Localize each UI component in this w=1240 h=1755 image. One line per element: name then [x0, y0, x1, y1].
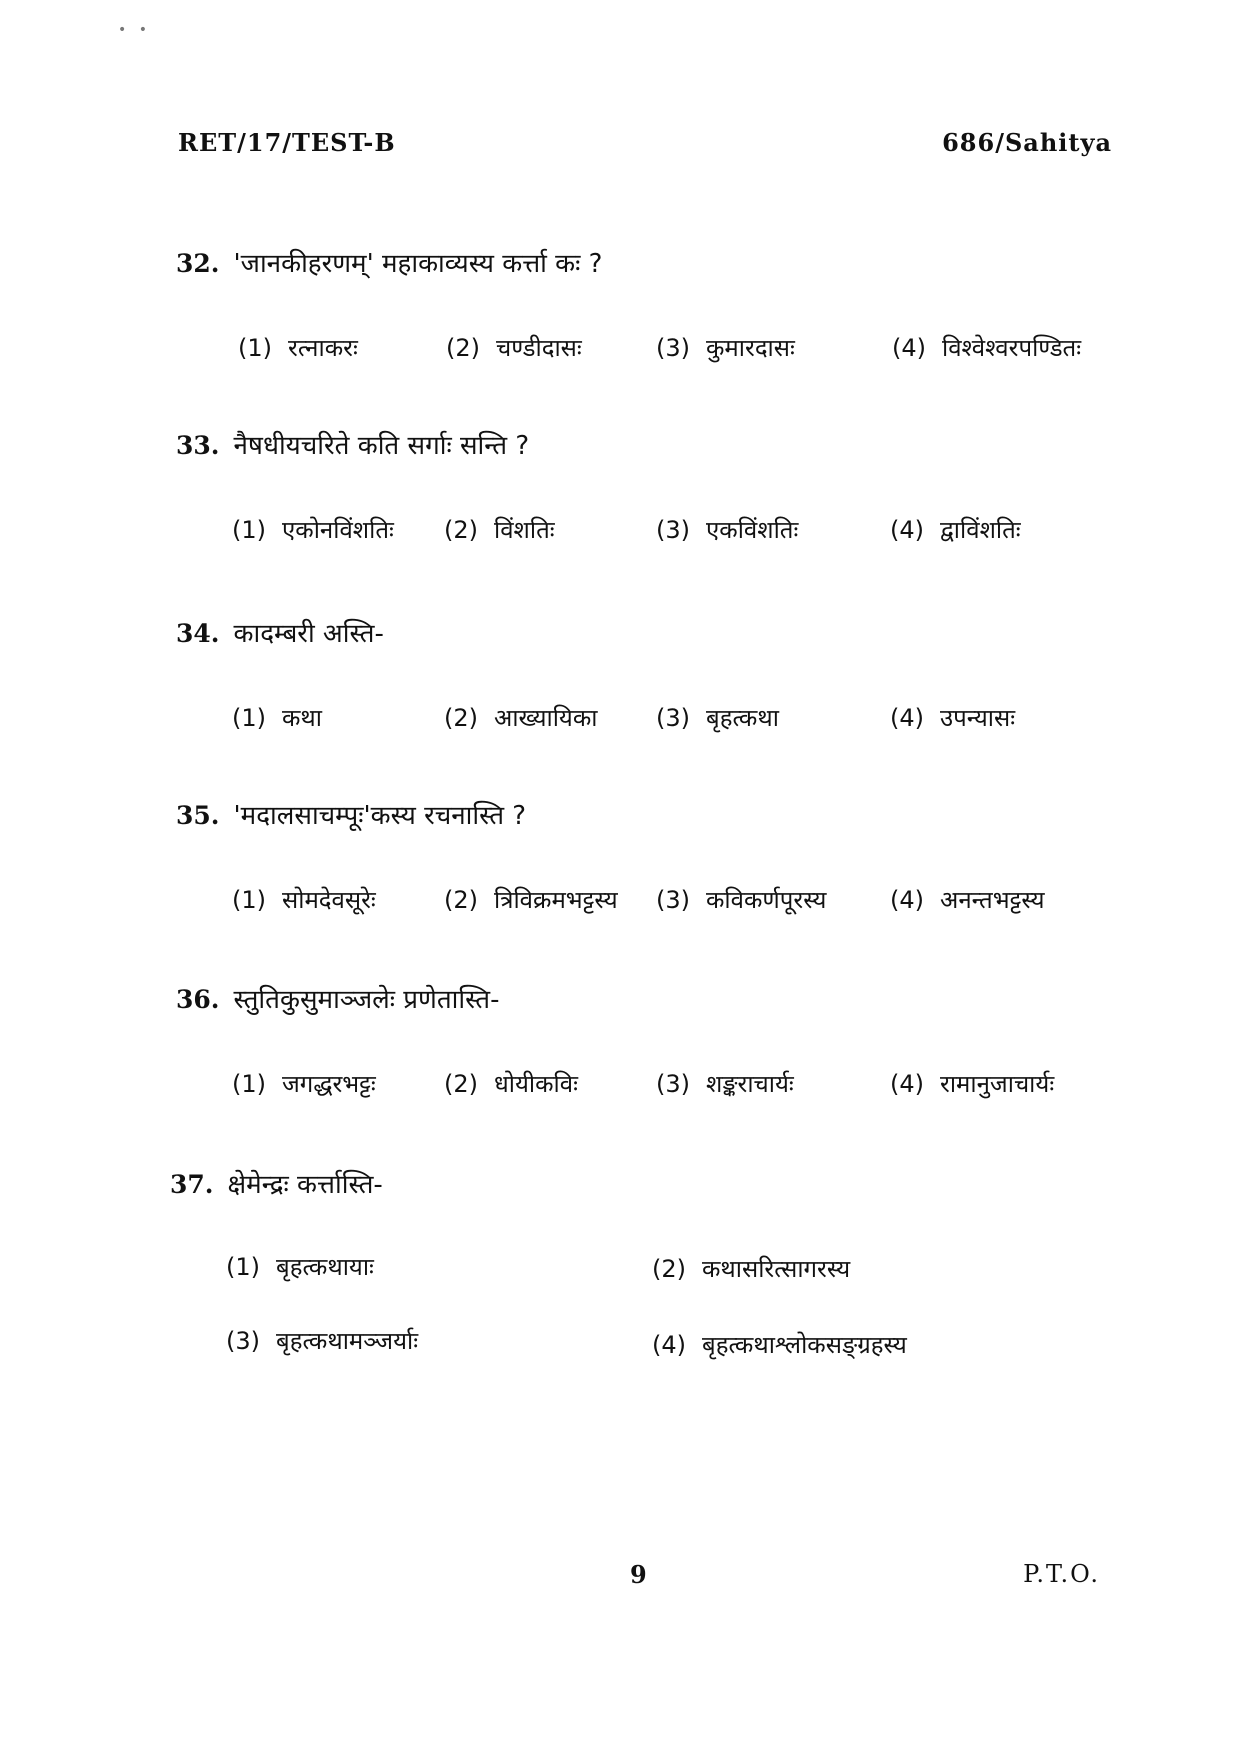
option-text: कथासरित्सागरस्य [702, 1255, 851, 1283]
question-32 [176, 244, 1116, 404]
option-text: बृहत्कथा [706, 704, 779, 732]
option-1 [232, 882, 376, 918]
option-number: (2) [444, 1070, 478, 1098]
option-text: विंशतिः [494, 516, 555, 544]
option-number: (4) [652, 1331, 686, 1359]
question-line [176, 426, 529, 466]
question-number: 34. [176, 619, 220, 648]
option-text: कविकर्णपूरस्य [706, 886, 827, 914]
question-number: 33. [176, 431, 220, 460]
option-text: आख्यायिका [494, 704, 598, 732]
paper-code: 686/Sahitya [942, 128, 1112, 157]
option-number: (2) [652, 1255, 686, 1283]
question-number: 32. [176, 249, 220, 278]
question-36 [176, 980, 1116, 1140]
option-text: उपन्यासः [940, 704, 1016, 732]
option-4 [890, 882, 1045, 918]
option-4 [652, 1327, 907, 1363]
question-line [176, 614, 384, 654]
option-number: (4) [890, 516, 924, 544]
option-text: अनन्तभट्टस्य [940, 886, 1045, 914]
option-number: (4) [890, 886, 924, 914]
option-text: सोमदेवसूरेः [282, 886, 376, 914]
option-1 [232, 700, 322, 736]
option-text: बृहत्कथायाः [276, 1253, 374, 1281]
question-33 [176, 426, 1116, 586]
option-text: बृहत्कथाश्लोकसङ्ग्रहस्य [702, 1331, 907, 1359]
option-number: (1) [238, 334, 272, 362]
question-line [176, 244, 602, 284]
pto-label: P.T.O. [1023, 1560, 1100, 1588]
page-number: 9 [630, 1560, 647, 1589]
option-number: (3) [656, 334, 690, 362]
question-text: कादम्बरी अस्ति- [233, 619, 384, 649]
option-2 [444, 1066, 578, 1102]
option-text: एकविंशतिः [706, 516, 799, 544]
option-3 [656, 700, 779, 736]
corner-mark: • • [118, 22, 151, 38]
option-3 [226, 1323, 418, 1359]
option-text: कथा [282, 704, 322, 732]
option-1 [232, 1066, 376, 1102]
question-34 [176, 614, 1116, 774]
option-text: चण्डीदासः [496, 334, 582, 362]
option-number: (2) [444, 704, 478, 732]
question-35 [176, 796, 1116, 956]
option-number: (4) [890, 1070, 924, 1098]
option-1 [232, 512, 394, 548]
option-2 [446, 330, 582, 366]
question-line [176, 980, 499, 1020]
option-number: (4) [890, 704, 924, 732]
option-text: कुमारदासः [706, 334, 795, 362]
option-4 [892, 330, 1081, 366]
option-text: धोयीकविः [494, 1070, 578, 1098]
question-line [176, 796, 526, 836]
option-3 [656, 1066, 794, 1102]
question-number: 35. [176, 801, 220, 830]
option-text: जगद्धरभट्टः [282, 1070, 376, 1098]
option-text: त्रिविक्रमभट्टस्य [494, 886, 618, 914]
option-3 [656, 330, 795, 366]
option-text: बृहत्कथामञ्जर्याः [276, 1327, 419, 1355]
option-number: (4) [892, 334, 926, 362]
question-number: 36. [176, 985, 220, 1014]
option-text: शङ्कराचार्यः [706, 1070, 794, 1098]
question-number: 37. [170, 1170, 214, 1199]
option-number: (1) [232, 704, 266, 732]
question-text: नैषधीयचरिते कति सर्गाः सन्ति ? [233, 431, 530, 461]
option-number: (3) [656, 886, 690, 914]
question-text: 'मदालसाचम्पूः'कस्य रचनास्ति ? [233, 801, 527, 831]
option-1 [226, 1249, 374, 1285]
exam-code: RET/17/TEST-B [178, 128, 396, 157]
option-1 [238, 330, 358, 366]
option-4 [890, 512, 1021, 548]
option-text: रामानुजाचार्यः [940, 1070, 1055, 1098]
option-number: (1) [232, 886, 266, 914]
option-2 [444, 512, 555, 548]
question-line [170, 1165, 383, 1205]
option-number: (3) [656, 704, 690, 732]
question-text: क्षेमेन्द्रः कर्त्तास्ति- [227, 1170, 383, 1200]
option-2 [444, 882, 618, 918]
option-text: रत्नाकरः [288, 334, 358, 362]
option-3 [656, 512, 798, 548]
option-number: (2) [444, 516, 478, 544]
option-4 [890, 700, 1015, 736]
question-text: स्तुतिकुसुमाञ्जलेः प्रणेतास्ति- [233, 985, 500, 1015]
option-4 [890, 1066, 1054, 1102]
option-text: द्वाविंशतिः [940, 516, 1021, 544]
option-number: (1) [232, 516, 266, 544]
option-2 [652, 1251, 850, 1287]
option-number: (2) [446, 334, 480, 362]
question-37 [170, 1165, 1116, 1405]
option-number: (1) [226, 1253, 260, 1281]
option-number: (1) [232, 1070, 266, 1098]
option-number: (3) [656, 1070, 690, 1098]
option-number: (3) [656, 516, 690, 544]
option-text: विश्वेश्वरपण्डितः [942, 334, 1082, 362]
option-number: (3) [226, 1327, 260, 1355]
option-number: (2) [444, 886, 478, 914]
question-text: 'जानकीहरणम्' महाकाव्यस्य कर्त्ता कः ? [233, 249, 603, 279]
option-text: एकोनविंशतिः [282, 516, 394, 544]
option-3 [656, 882, 826, 918]
option-2 [444, 700, 598, 736]
